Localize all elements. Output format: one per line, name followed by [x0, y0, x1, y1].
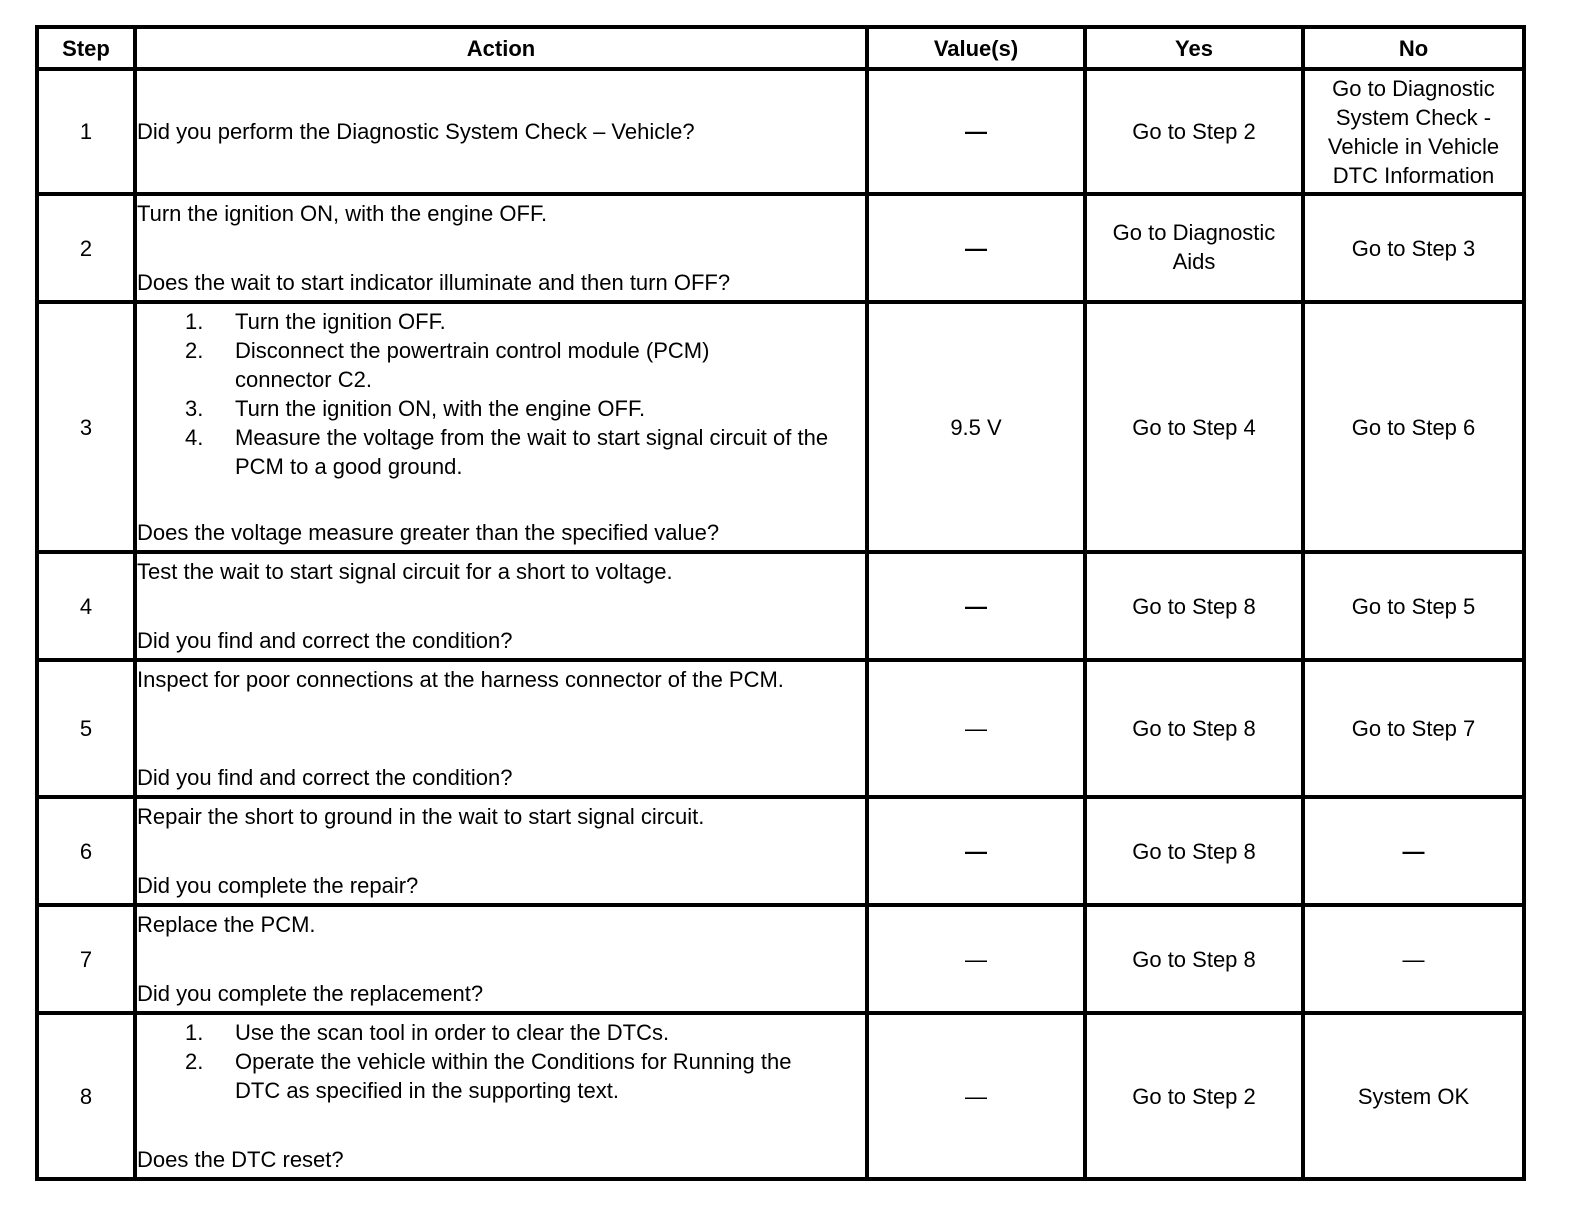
- no-cell: System OK: [1303, 1013, 1524, 1179]
- value-cell: —: [867, 905, 1085, 1013]
- no-cell: —: [1303, 797, 1524, 905]
- table-row: [37, 660, 1524, 797]
- action-question: Did you complete the repair?: [137, 873, 419, 898]
- no-cell: —: [1303, 905, 1524, 1013]
- action-instruction: Replace the PCM.: [137, 912, 316, 937]
- action-cell: [135, 552, 867, 660]
- table-row: [37, 905, 1524, 1013]
- yes-cell: Go to Step 2: [1085, 69, 1303, 194]
- action-question: Does the voltage measure greater than the specified value?: [137, 520, 720, 545]
- action-cell: [135, 302, 867, 552]
- step-number: 7: [37, 905, 135, 1013]
- table-row: [37, 194, 1524, 302]
- list-item: Turn the ignition OFF.: [235, 309, 446, 334]
- value-cell: —: [867, 69, 1085, 194]
- list-item: Measure the voltage from the wait to start signal circuit of the PCM to a good ground.: [235, 425, 829, 479]
- table-row: [37, 797, 1524, 905]
- yes-cell: Go to Step 8: [1085, 905, 1303, 1013]
- action-cell: [135, 905, 867, 1013]
- no-cell: Go to Step 7: [1303, 660, 1524, 797]
- action-cell: [135, 194, 867, 302]
- step-number: 6: [37, 797, 135, 905]
- diagnostic-table: [35, 25, 1526, 1181]
- step-number: 3: [37, 302, 135, 552]
- header-values: Value(s): [867, 27, 1085, 69]
- no-cell: Go to Step 6: [1303, 302, 1524, 552]
- step-number: 1: [37, 69, 135, 194]
- table-row: [37, 69, 1524, 194]
- header-yes: Yes: [1085, 27, 1303, 69]
- value-cell: —: [867, 797, 1085, 905]
- action-question: Did you find and correct the condition?: [137, 765, 513, 790]
- list-item: Turn the ignition ON, with the engine OFF.: [235, 396, 646, 421]
- yes-cell: Go to Step 2: [1085, 1013, 1303, 1179]
- action-instruction: Repair the short to ground in the wait to start signal circuit.: [137, 804, 705, 829]
- action-instruction: Turn the ignition ON, with the engine OFF.: [137, 201, 548, 226]
- step-number: 5: [37, 660, 135, 797]
- yes-cell: Go to Diagnostic Aids: [1085, 194, 1303, 302]
- yes-cell: Go to Step 4: [1085, 302, 1303, 552]
- header-action: Action: [135, 27, 867, 69]
- step-number: 8: [37, 1013, 135, 1179]
- action-question: Does the wait to start indicator illuminate and then turn OFF?: [137, 270, 731, 295]
- step-number: 4: [37, 552, 135, 660]
- action-list: [137, 1018, 865, 1105]
- action-list: [137, 307, 865, 481]
- list-item: Operate the vehicle within the Conditions for Running the DTC as specified in the supporting text.: [235, 1049, 792, 1103]
- list-item: Use the scan tool in order to clear the DTCs.: [235, 1020, 670, 1045]
- value-cell: —: [867, 552, 1085, 660]
- yes-cell: Go to Step 8: [1085, 552, 1303, 660]
- table-row: [37, 302, 1524, 552]
- header-step: Step: [37, 27, 135, 69]
- no-cell: Go to Step 3: [1303, 194, 1524, 302]
- no-cell: Go to Step 5: [1303, 552, 1524, 660]
- value-cell: —: [867, 194, 1085, 302]
- no-cell: Go to Diagnostic System Check - Vehicle in Vehicle DTC Information: [1303, 69, 1524, 194]
- action-question: Does the DTC reset?: [137, 1147, 344, 1172]
- header-no: No: [1303, 27, 1524, 69]
- value-cell: 9.5 V: [867, 302, 1085, 552]
- action-question: Did you complete the replacement?: [137, 981, 484, 1006]
- action-question: Did you find and correct the condition?: [137, 628, 513, 653]
- value-cell: —: [867, 1013, 1085, 1179]
- action-instruction: Inspect for poor connections at the harness connector of the PCM.: [137, 667, 784, 692]
- list-item: Disconnect the powertrain control module (PCM) connector C2.: [235, 338, 710, 392]
- action-cell: [135, 1013, 867, 1179]
- action-question: Did you perform the Diagnostic System Check – Vehicle?: [137, 119, 695, 144]
- table-row: [37, 552, 1524, 660]
- value-cell: —: [867, 660, 1085, 797]
- header-row: [37, 27, 1524, 69]
- action-cell: [135, 660, 867, 797]
- step-number: 2: [37, 194, 135, 302]
- action-cell: [135, 69, 867, 194]
- table-row: [37, 1013, 1524, 1179]
- action-instruction: Test the wait to start signal circuit for a short to voltage.: [137, 559, 673, 584]
- yes-cell: Go to Step 8: [1085, 797, 1303, 905]
- yes-cell: Go to Step 8: [1085, 660, 1303, 797]
- action-cell: [135, 797, 867, 905]
